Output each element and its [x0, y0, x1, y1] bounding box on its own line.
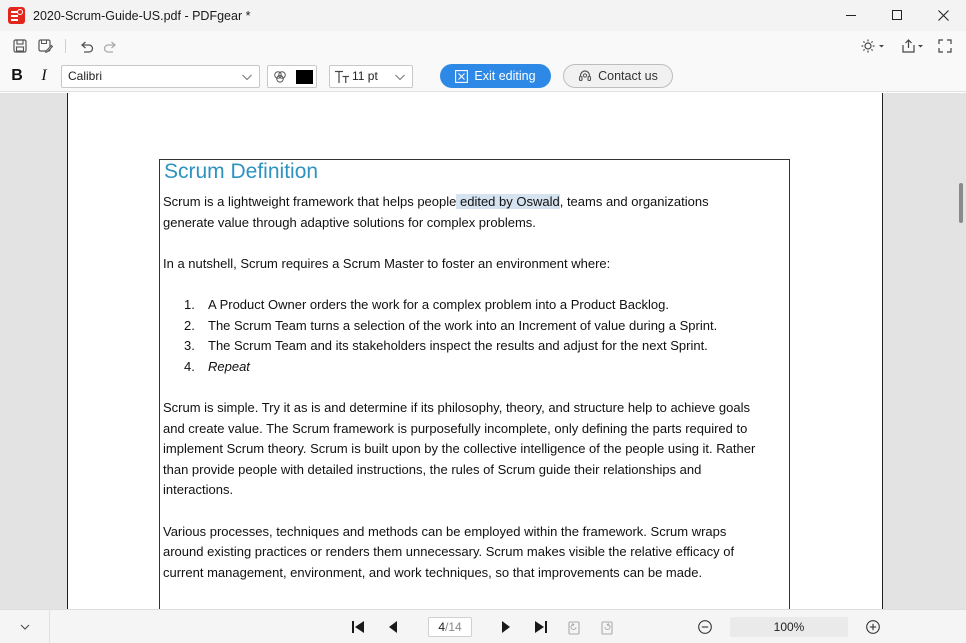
last-page-icon: [533, 619, 549, 635]
headset-icon: [578, 69, 592, 83]
font-family-select[interactable]: [61, 65, 260, 88]
pdfgear-logo-icon: [8, 7, 25, 24]
list-item-number: 3.: [184, 338, 195, 353]
share-icon: [901, 39, 925, 53]
exit-editing-label: Exit editing: [474, 69, 536, 83]
title-bar: [0, 0, 966, 31]
rotate-left-button[interactable]: [564, 617, 584, 637]
theme-button[interactable]: [859, 35, 889, 57]
chevron-down-icon: [394, 71, 406, 83]
section-heading: Scrum Definition: [164, 160, 319, 183]
list-item: A Product Owner orders the work for a complex problem into a Product Backlog.: [208, 297, 669, 312]
main-toolbar: [0, 31, 966, 60]
paragraph-1-line-2: generate value through adaptive solutions for complex problems.: [163, 215, 536, 230]
paragraph-1-line-1: [163, 194, 709, 209]
font-color-swatch[interactable]: [296, 70, 313, 84]
save-as-button[interactable]: [34, 35, 56, 57]
font-family-value: Calibri: [68, 69, 103, 83]
fullscreen-icon: [938, 39, 952, 53]
paragraph-4-line: current management, environment, and work techniques, so that improvements can be made.: [163, 565, 703, 580]
paragraph-3-line: and create value. The Scrum framework is purposefully incomplete, only defining the parts required to: [163, 421, 748, 436]
zoom-level[interactable]: 100%: [730, 617, 848, 637]
toolbar-divider: [65, 39, 66, 53]
undo-icon: [79, 39, 94, 53]
close-button[interactable]: [920, 0, 966, 31]
first-page-button[interactable]: [348, 617, 368, 637]
paragraph-3-line: interactions.: [163, 482, 234, 497]
contact-us-label: Contact us: [598, 69, 658, 83]
highlighted-edit: edited by Oswald: [456, 194, 560, 209]
list-item-number: 1.: [184, 297, 195, 312]
zoom-out-button[interactable]: [695, 617, 715, 637]
list-item-number: 2.: [184, 318, 195, 333]
previous-page-button[interactable]: [383, 617, 403, 637]
page-number-input[interactable]: [428, 617, 472, 637]
next-page-icon: [498, 619, 514, 635]
font-size-select[interactable]: [329, 65, 413, 88]
total-pages: /14: [445, 620, 462, 634]
collapse-panel-button[interactable]: [0, 610, 50, 643]
chevron-down-icon: [241, 71, 253, 83]
close-icon: [938, 10, 949, 21]
list-item-number: 4.: [184, 359, 195, 374]
previous-page-icon: [385, 619, 401, 635]
contact-us-button[interactable]: [563, 64, 673, 88]
zoom-in-icon: [865, 619, 881, 635]
last-page-button[interactable]: [531, 617, 551, 637]
paragraph-3-line: Scrum is simple. Try it as is and determine if its philosophy, theory, and structure help to achieve goals: [163, 400, 750, 415]
pdf-page: [67, 93, 883, 609]
window-controls: [828, 0, 966, 31]
undo-button[interactable]: [75, 35, 97, 57]
exit-editing-button[interactable]: [440, 64, 551, 88]
edit-toolbar: [0, 60, 966, 92]
editable-text-box[interactable]: [159, 159, 790, 609]
list-item: The Scrum Team turns a selection of the work into an Increment of value during a Sprint.: [208, 318, 718, 333]
theme-sun-icon: [861, 39, 887, 53]
bold-button[interactable]: B: [11, 67, 23, 84]
font-size-icon: [334, 70, 350, 84]
maximize-icon: [892, 10, 903, 21]
share-button[interactable]: [900, 35, 926, 57]
status-bar: [0, 609, 966, 643]
rotate-right-icon: [599, 619, 615, 635]
color-palette-icon: [273, 70, 287, 84]
paragraph-1-text-after: , teams and organizations: [559, 194, 709, 209]
current-page: 4: [438, 620, 445, 634]
window-title: 2020-Scrum-Guide-US.pdf - PDFgear *: [33, 8, 251, 23]
list-item: The Scrum Team and its stakeholders inspect the results and adjust for the next Sprint.: [208, 338, 708, 353]
paragraph-2: In a nutshell, Scrum requires a Scrum Master to foster an environment where:: [163, 256, 611, 271]
paragraph-4-line: around existing practices or renders them unnecessary. Scrum makes visible the relative efficacy of: [163, 544, 735, 559]
rotate-left-icon: [566, 619, 582, 635]
save-as-icon: [38, 39, 53, 53]
font-size-value: 11 pt: [352, 69, 378, 83]
zoom-out-icon: [697, 619, 713, 635]
exit-box-icon: [455, 70, 468, 83]
vertical-scrollbar-thumb[interactable]: [959, 183, 963, 223]
paragraph-4-line: Various processes, techniques and methods can be employed within the framework. Scrum wraps: [163, 524, 727, 539]
font-color-picker[interactable]: [267, 65, 317, 88]
paragraph-3-line: than provide people with detailed instructions, the rules of Scrum guide their relationships and: [163, 462, 702, 477]
minimize-button[interactable]: [828, 0, 874, 31]
document-viewer[interactable]: [0, 93, 966, 609]
italic-button[interactable]: I: [41, 67, 47, 84]
next-page-button[interactable]: [496, 617, 516, 637]
redo-icon: [103, 39, 118, 53]
rotate-right-button[interactable]: [597, 617, 617, 637]
minimize-icon: [846, 10, 857, 21]
chevron-down-icon: [19, 621, 31, 633]
zoom-in-button[interactable]: [863, 617, 883, 637]
paragraph-3-line: implement Scrum theory. Scrum is built upon by the collective intelligence of the people using it. Rather: [163, 441, 756, 456]
list-item: Repeat: [208, 359, 250, 374]
first-page-icon: [350, 619, 366, 635]
paragraph-1-text-before: Scrum is a lightweight framework that helps people: [163, 194, 457, 209]
fullscreen-button[interactable]: [934, 35, 956, 57]
maximize-button[interactable]: [874, 0, 920, 31]
redo-button[interactable]: [99, 35, 121, 57]
save-icon: [13, 39, 27, 53]
save-button[interactable]: [9, 35, 31, 57]
